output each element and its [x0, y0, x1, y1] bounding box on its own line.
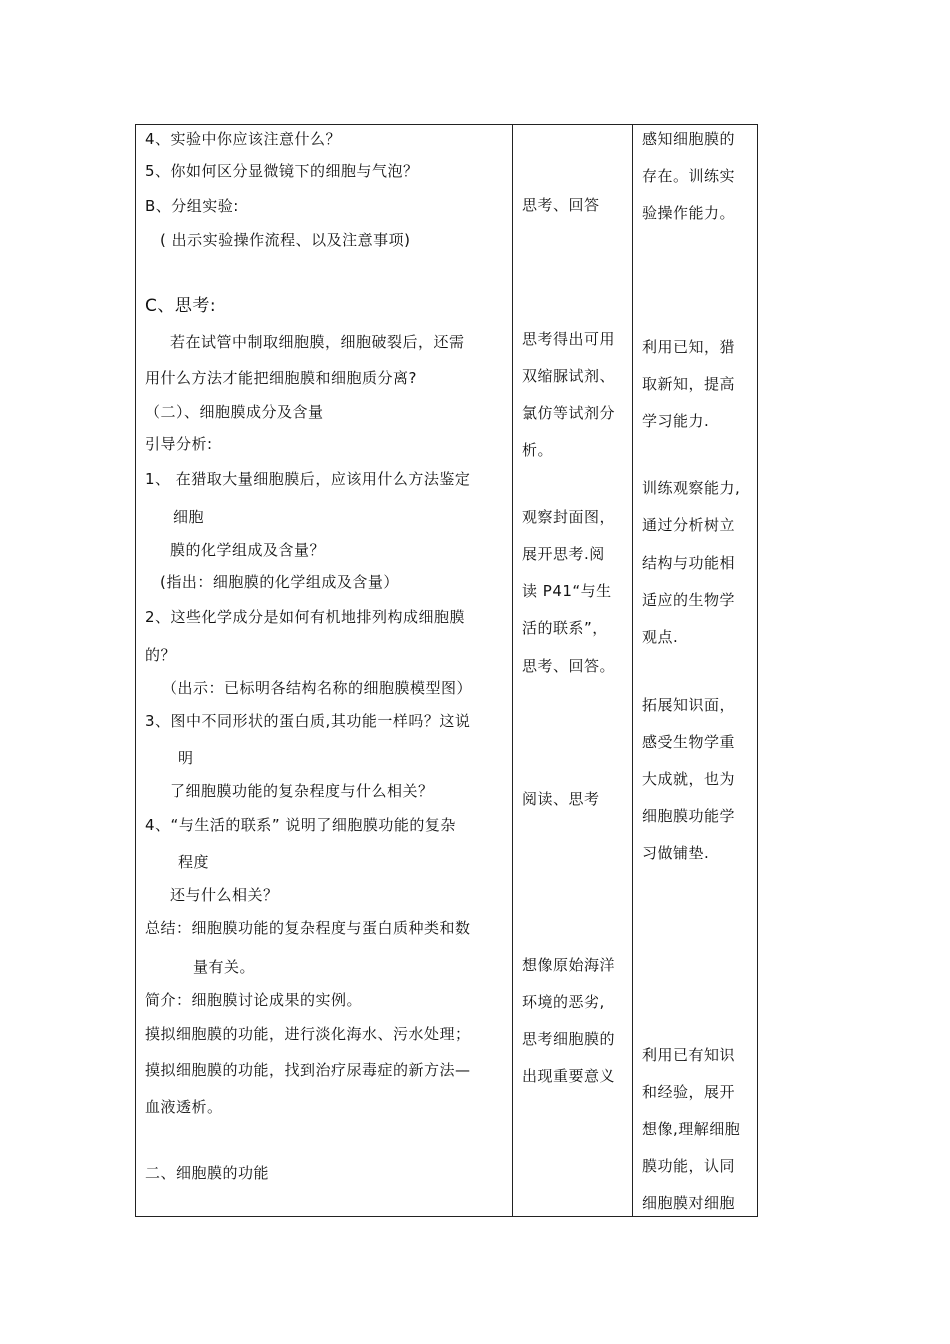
intent-line: 细胞膜对细胞: [642, 1194, 736, 1212]
content-line: （出示：已标明各结构名称的细胞膜模型图）: [162, 679, 473, 697]
content-line: 摸拟细胞膜的功能，进行淡化海水、污水处理；: [145, 1025, 471, 1043]
activity-line: 活的联系”，: [522, 619, 608, 637]
intent-line: 感知细胞膜的: [642, 130, 736, 148]
intent-line: 验操作能力。: [642, 204, 736, 222]
intent-line: 存在。训练实: [642, 167, 736, 185]
content-line: 膜的化学组成及含量？: [170, 541, 326, 559]
content-line: 总结：细胞膜功能的复杂程度与蛋白质种类和数: [145, 919, 471, 937]
content-line: 程度: [178, 853, 210, 871]
content-line: 二、细胞膜的功能: [145, 1164, 270, 1182]
intent-line: 取新知，提高: [642, 375, 736, 393]
content-line: 还与什么相关？: [170, 886, 279, 904]
content-line: 用什么方法才能把细胞膜和细胞质分离?: [145, 369, 417, 387]
intent-line: 和经验，展开: [642, 1083, 736, 1101]
activity-line: 思考、回答: [522, 196, 600, 214]
content-line: 细胞: [173, 508, 205, 526]
content-line: 3、图中不同形状的蛋白质,其功能一样吗？这说: [145, 712, 471, 730]
intent-line: 观点.: [642, 628, 679, 646]
activity-line: 环境的恶劣,: [522, 993, 605, 1011]
intent-line: 结构与功能相: [642, 554, 736, 572]
content-line: 2、这些化学成分是如何有机地排列构成细胞膜: [145, 608, 466, 626]
content-line: C、思考:: [145, 296, 217, 316]
intent-line: 利用已有知识: [642, 1046, 736, 1064]
intent-line: 膜功能，认同: [642, 1157, 736, 1175]
activity-line: 思考得出可用: [522, 330, 616, 348]
intent-line: 习做铺垫.: [642, 844, 710, 862]
activity-line: 析。: [522, 441, 554, 459]
content-line: B、分组实验:: [145, 197, 239, 215]
content-line: 血液透析。: [145, 1098, 223, 1116]
activity-line: 读 P41“与生: [522, 582, 612, 600]
intent-line: 细胞膜功能学: [642, 807, 736, 825]
activity-line: 想像原始海洋: [522, 956, 616, 974]
column-divider-2: [632, 124, 633, 1217]
content-line: 简介：细胞膜讨论成果的实例。: [145, 991, 363, 1009]
intent-line: 通过分析树立: [642, 516, 736, 534]
intent-line: 想像,理解细胞: [642, 1120, 741, 1138]
activity-line: 氯仿等试剂分: [522, 404, 616, 422]
intent-line: 大成就，也为: [642, 770, 736, 788]
content-line: 1、 在猎取大量细胞膜后，应该用什么方法鉴定: [145, 470, 471, 488]
activity-line: 展开思考.阅: [522, 545, 605, 563]
column-divider-1: [512, 124, 513, 1217]
intent-line: 适应的生物学: [642, 591, 736, 609]
content-line: 若在试管中制取细胞膜，细胞破裂后，还需: [170, 333, 465, 351]
content-line: 5、你如何区分显微镜下的细胞与气泡？: [145, 162, 419, 180]
content-line: 摸拟细胞膜的功能，找到治疗尿毒症的新方法—: [145, 1061, 471, 1079]
content-line: （二）、细胞膜成分及含量: [145, 403, 324, 421]
content-line: 4、实验中你应该注意什么？: [145, 130, 342, 148]
activity-line: 思考、回答。: [522, 657, 616, 675]
content-line: 引导分析:: [145, 435, 213, 453]
content-line: (指出：细胞膜的化学组成及含量）: [160, 573, 399, 591]
intent-line: 拓展知识面，: [642, 696, 736, 714]
intent-line: 训练观察能力,: [642, 479, 741, 497]
content-line: 了细胞膜功能的复杂程度与什么相关？: [170, 782, 434, 800]
activity-line: 出现重要意义: [522, 1067, 616, 1085]
content-line: ( 出示实验操作流程、以及注意事项): [160, 231, 411, 249]
activity-line: 思考细胞膜的: [522, 1030, 616, 1048]
activity-line: 双缩脲试剂、: [522, 367, 616, 385]
intent-line: 感受生物学重: [642, 733, 736, 751]
activity-line: 观察封面图，: [522, 508, 616, 526]
content-line: 的？: [145, 646, 177, 664]
activity-line: 阅读、思考: [522, 790, 600, 808]
intent-line: 利用已知，猎: [642, 338, 736, 356]
intent-line: 学习能力.: [642, 412, 710, 430]
content-line: 明: [178, 749, 194, 767]
content-line: 量有关。: [193, 958, 256, 976]
content-line: 4、“与生活的联系” 说明了细胞膜功能的复杂: [145, 816, 456, 834]
